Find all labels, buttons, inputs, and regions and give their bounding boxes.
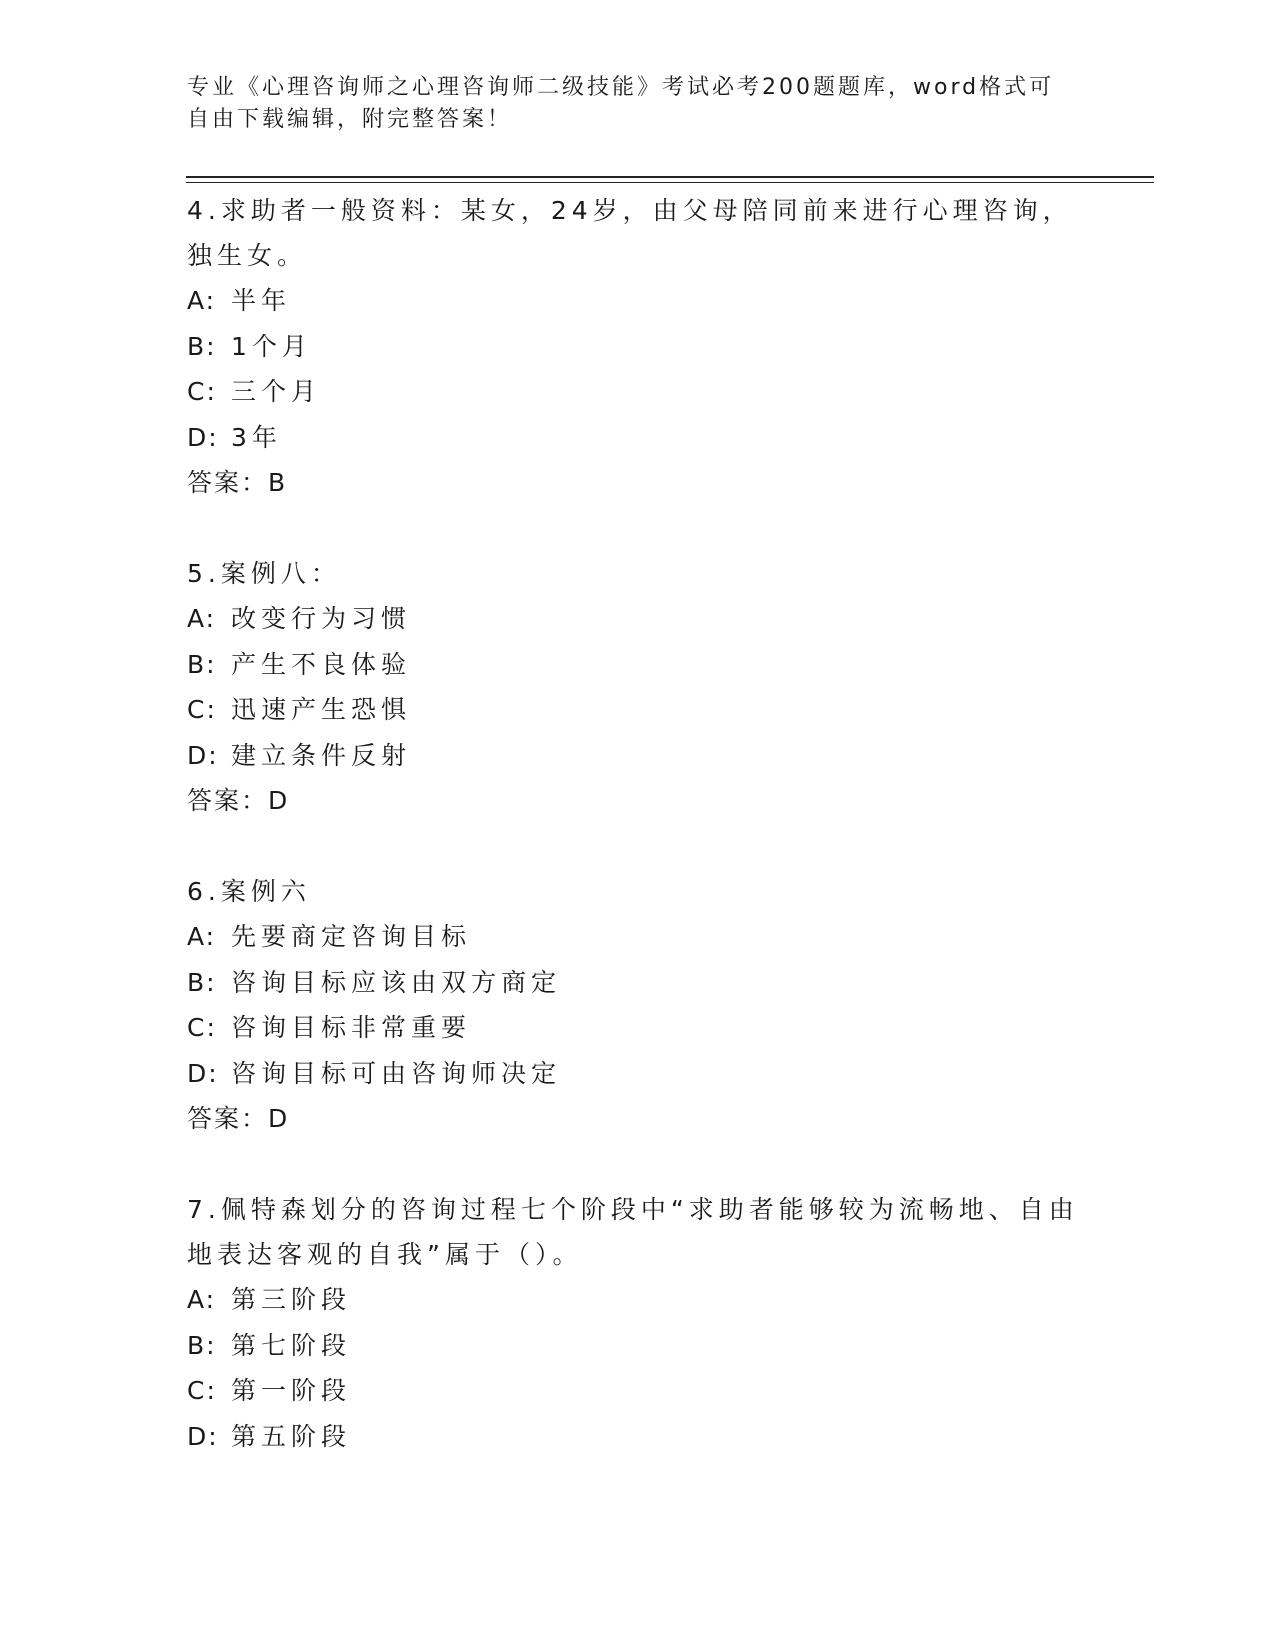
option-text: 第一阶段 <box>231 1376 352 1405</box>
answer-line: 答案：B <box>187 468 288 497</box>
option-c <box>187 687 1087 733</box>
option-letter: D: <box>187 1421 219 1451</box>
option-letter: A: <box>187 286 217 315</box>
option-letter: B: <box>187 331 217 361</box>
option-text: 改变行为习惯 <box>231 604 412 633</box>
question-7 <box>187 1187 1087 1459</box>
question-list <box>187 188 1087 1504</box>
option-d <box>187 1051 1087 1097</box>
answer-line: 答案：D <box>187 1104 290 1133</box>
option-letter: B: <box>187 1330 217 1360</box>
option-d <box>187 415 1087 461</box>
option-b <box>187 960 1087 1006</box>
option-a <box>187 596 1087 642</box>
option-a <box>187 278 1087 324</box>
option-text: 建立条件反射 <box>231 740 412 770</box>
option-text: 3年 <box>231 422 282 452</box>
option-c <box>187 1368 1087 1414</box>
option-text: 先要商定咨询目标 <box>231 922 472 951</box>
option-letter: B: <box>187 967 217 997</box>
option-text: 迅速产生恐惧 <box>231 695 412 724</box>
option-letter: A: <box>187 604 217 633</box>
option-letter: C: <box>187 1376 217 1405</box>
option-letter: A: <box>187 922 217 951</box>
option-letter: D: <box>187 422 219 452</box>
document-header: 专业《心理咨询师之心理咨询师二级技能》考试必考200题题库，word格式可自由下载编辑，附完整答案！ <box>187 75 1055 132</box>
option-b <box>187 642 1087 688</box>
question-4 <box>187 188 1087 506</box>
option-text: 第五阶段 <box>231 1421 352 1451</box>
option-letter: C: <box>187 1013 217 1042</box>
header-divider-thin <box>186 182 1154 183</box>
option-letter: D: <box>187 740 219 770</box>
option-b <box>187 1323 1087 1369</box>
option-text: 第七阶段 <box>231 1330 352 1360</box>
option-text: 咨询目标非常重要 <box>231 1013 472 1042</box>
option-text: 1个月 <box>231 331 312 361</box>
option-text: 第三阶段 <box>231 1285 352 1314</box>
option-text: 半年 <box>231 286 292 315</box>
option-c <box>187 1005 1087 1051</box>
option-a <box>187 914 1087 960</box>
question-6 <box>187 869 1087 1142</box>
option-a <box>187 1277 1087 1323</box>
option-c <box>187 369 1087 415</box>
option-letter: B: <box>187 649 217 679</box>
option-d <box>187 1414 1087 1460</box>
option-text: 产生不良体验 <box>231 649 412 679</box>
question-stem: 7.佩特森划分的咨询过程七个阶段中“求助者能够较为流畅地、自由地表达客观的自我”属于（）。 <box>187 1195 1079 1269</box>
question-5 <box>187 551 1087 824</box>
option-letter: C: <box>187 695 217 724</box>
option-text: 三个月 <box>231 377 322 406</box>
question-stem: 5.案例八： <box>187 559 341 588</box>
option-b <box>187 324 1087 370</box>
question-stem: 6.案例六 <box>187 877 311 906</box>
header-divider-thick <box>186 176 1154 178</box>
option-letter: A: <box>187 1285 217 1314</box>
answer-line: 答案：D <box>187 786 290 815</box>
question-stem: 4.求助者一般资料：某女，24岁，由父母陪同前来进行心理咨询，独生女。 <box>187 196 1073 270</box>
option-text: 咨询目标应该由双方商定 <box>231 967 562 997</box>
option-letter: D: <box>187 1058 219 1088</box>
option-letter: C: <box>187 377 217 406</box>
option-text: 咨询目标可由咨询师决定 <box>231 1058 562 1088</box>
option-d <box>187 733 1087 779</box>
